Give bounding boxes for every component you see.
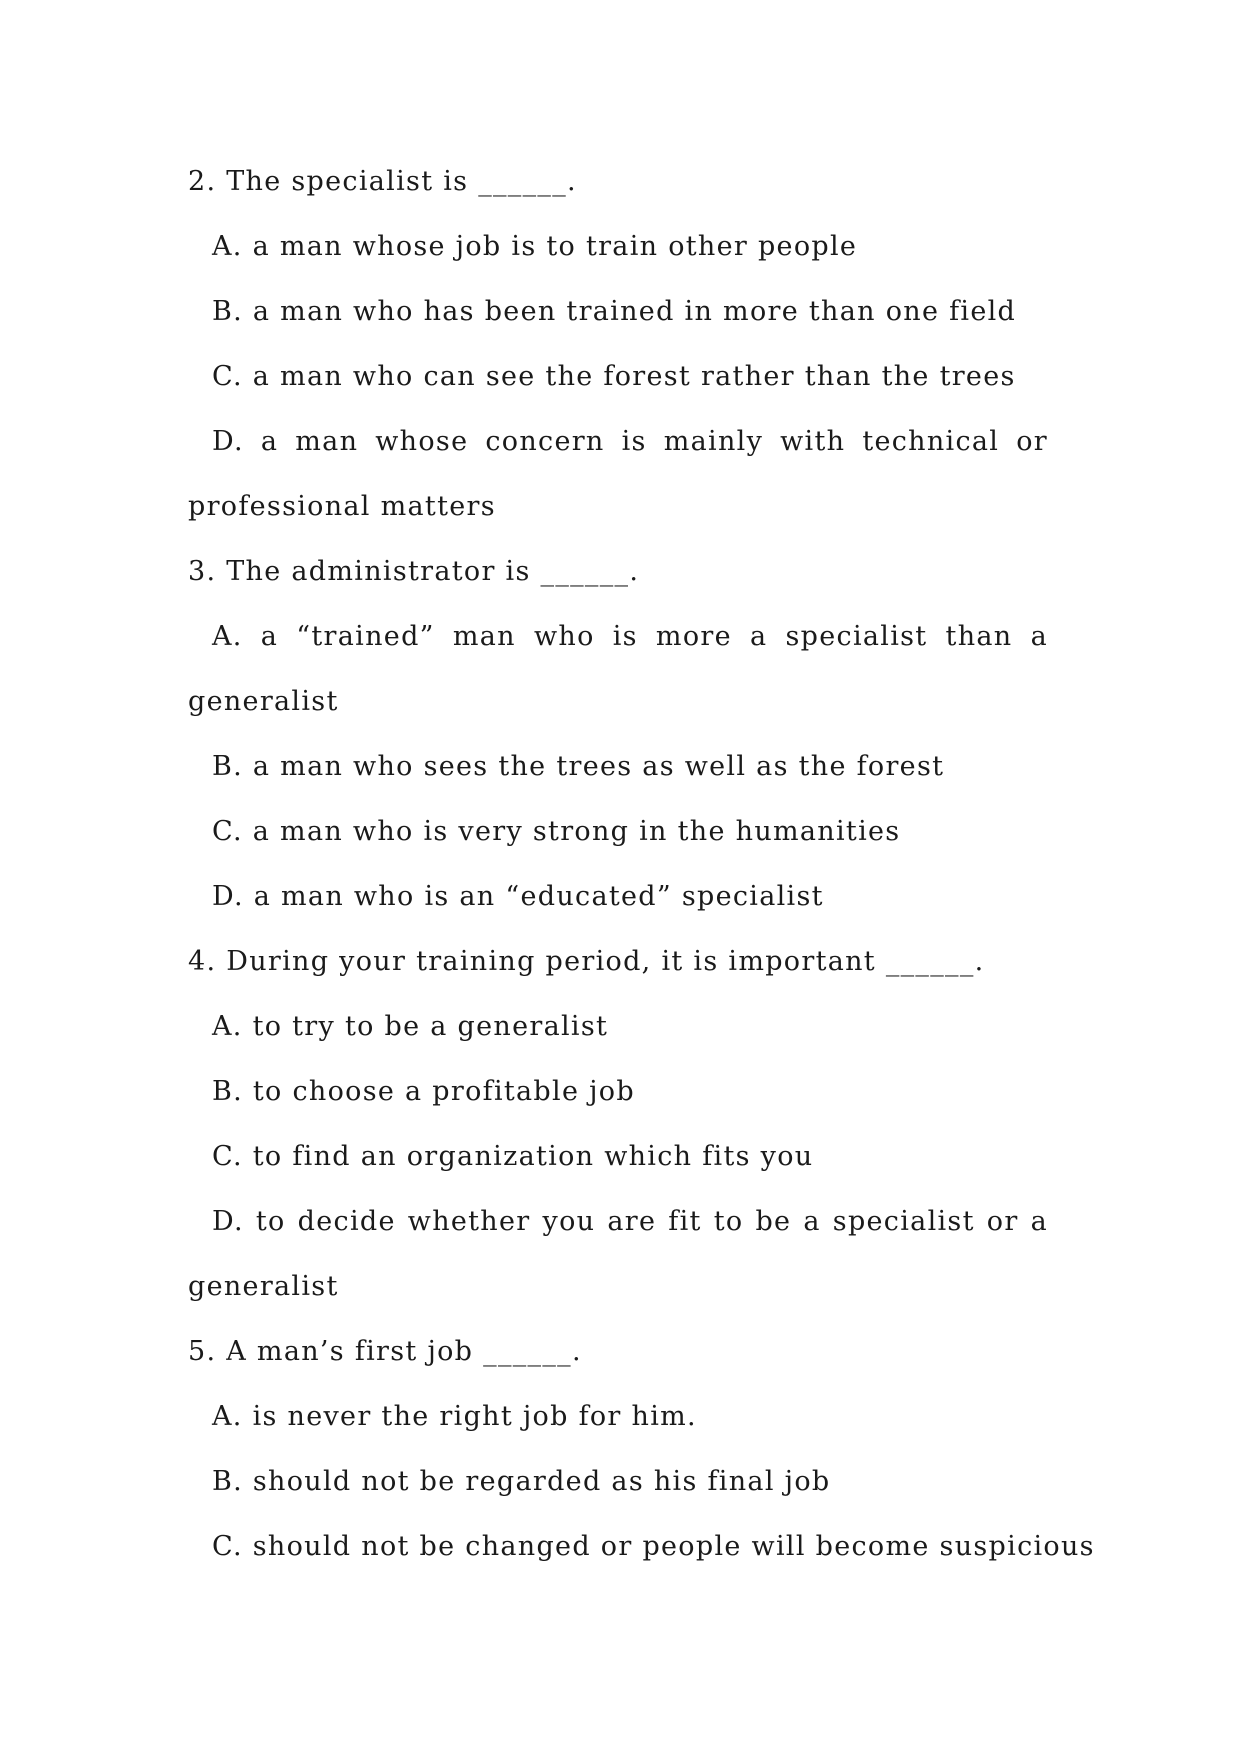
question-4-option-d-continuation: generalist bbox=[188, 1271, 339, 1302]
question-3-option-b: B. a man who sees the trees as well as the forest bbox=[212, 751, 945, 782]
question-3-option-d: D. a man who is an “educated” specialist bbox=[212, 881, 824, 912]
question-2-option-b: B. a man who has been trained in more than one field bbox=[212, 296, 1017, 327]
question-3-option-a-continuation: generalist bbox=[188, 686, 339, 717]
question-4-option-c: C. to find an organization which fits you bbox=[212, 1141, 814, 1172]
question-4-option-a: A. to try to be a generalist bbox=[212, 1011, 609, 1042]
question-4-option-b: B. to choose a profitable job bbox=[212, 1076, 635, 1107]
question-4-option-d: D. to decide whether you are fit to be a specialist or a bbox=[212, 1206, 1048, 1237]
question-2-option-d: D. a man whose concern is mainly with technical or bbox=[212, 426, 1048, 457]
question-5-option-a: A. is never the right job for him. bbox=[212, 1401, 697, 1432]
question-5-option-c: C. should not be changed or people will become suspicious bbox=[212, 1531, 1095, 1562]
question-2-option-d-continuation: professional matters bbox=[188, 491, 496, 522]
question-5-option-b: B. should not be regarded as his final job bbox=[212, 1466, 831, 1497]
question-3-option-c: C. a man who is very strong in the humanities bbox=[212, 816, 901, 847]
question-3-option-a: A. a “trained” man who is more a specialist than a bbox=[212, 621, 1048, 652]
question-2-option-c: C. a man who can see the forest rather than the trees bbox=[212, 361, 1016, 392]
question-4-stem: 4. During your training period, it is important ______. bbox=[188, 946, 985, 977]
question-2-stem: 2. The specialist is ______. bbox=[188, 166, 577, 197]
question-5-stem: 5. A man’s first job ______. bbox=[188, 1336, 582, 1367]
question-2-option-a: A. a man whose job is to train other people bbox=[212, 231, 858, 262]
question-3-stem: 3. The administrator is ______. bbox=[188, 556, 640, 587]
